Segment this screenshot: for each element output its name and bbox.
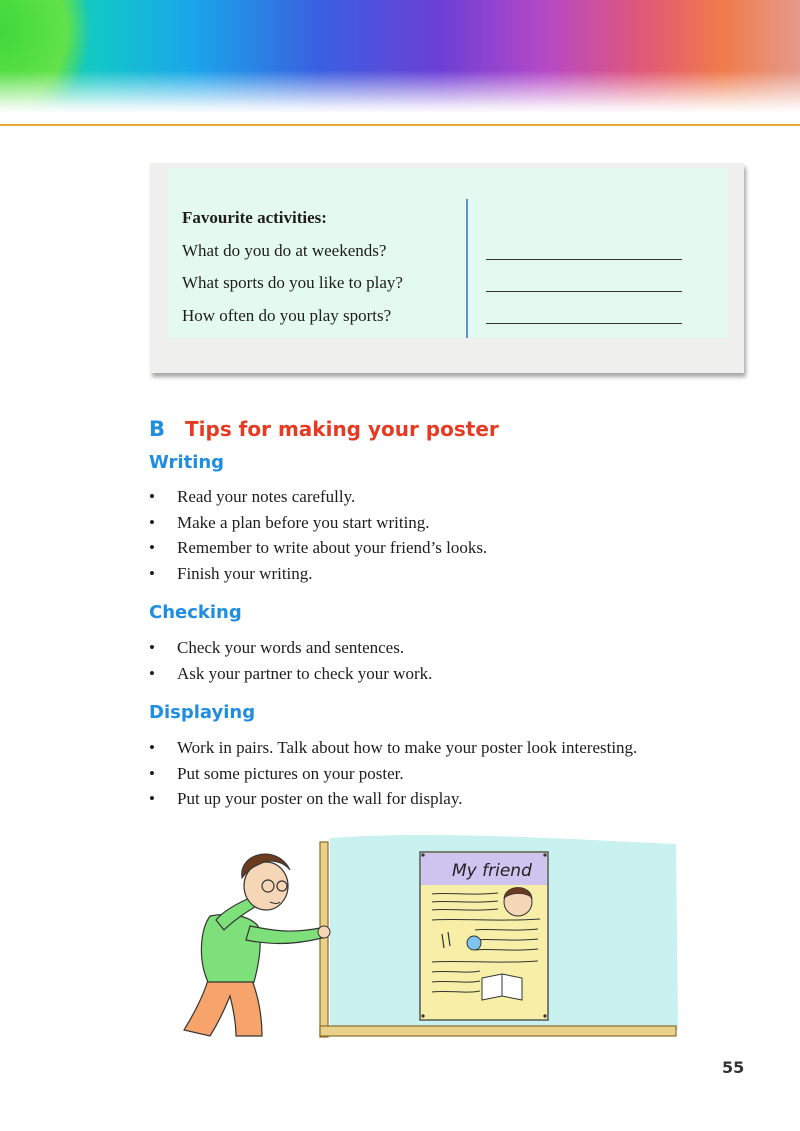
list-item — [149, 561, 487, 587]
list-item-text: Work in pairs. Talk about how to make your poster look interesting. — [177, 738, 638, 757]
bullet: • — [149, 638, 155, 657]
list-item-text: Ask your partner to check your work. — [177, 663, 433, 683]
answer-line-sports[interactable] — [486, 291, 682, 292]
boy-arm — [246, 926, 322, 944]
poster — [420, 852, 548, 1020]
header-rule — [0, 124, 800, 126]
section-letter: B — [149, 417, 166, 441]
bullet: • — [149, 763, 155, 783]
bullet: • — [149, 738, 155, 757]
list-item — [149, 535, 487, 561]
list-item-text: Put up your poster on the wall for display. — [177, 789, 463, 809]
list-item — [149, 735, 637, 761]
bullet: • — [149, 538, 155, 558]
question-how-often: How often do you play sports? — [182, 306, 392, 325]
card-heading: Favourite activities: — [182, 208, 327, 227]
list-item-text: Read your notes carefully. — [177, 487, 356, 506]
page-number: 55 — [722, 1058, 745, 1077]
question-weekends: What do you do at weekends? — [182, 241, 387, 260]
bullet: • — [149, 663, 155, 683]
list-item — [149, 635, 432, 661]
poster-illustration — [180, 830, 680, 1050]
bullet: • — [149, 789, 155, 809]
poster-pin — [543, 1014, 546, 1017]
writing-heading: Writing — [149, 452, 225, 473]
checking-list — [149, 635, 432, 686]
board-frame-left — [320, 842, 328, 1037]
list-item-text: Make a plan before you start writing. — [177, 512, 430, 532]
answer-line-how-often[interactable] — [486, 323, 682, 324]
board-frame-bottom — [320, 1026, 676, 1036]
list-item — [149, 510, 487, 536]
list-item — [149, 761, 637, 787]
list-item-text: Remember to write about your friend’s looks. — [177, 538, 488, 558]
poster-pin — [421, 853, 424, 856]
bullet: • — [149, 487, 155, 506]
poster-ball — [467, 936, 481, 950]
displaying-list — [149, 735, 637, 812]
boy-trousers — [184, 980, 262, 1036]
bullet: • — [149, 564, 155, 584]
list-item-text: Put some pictures on your poster. — [177, 763, 404, 783]
displaying-heading: Displaying — [149, 702, 256, 723]
writing-list — [149, 484, 487, 587]
list-item-text: Check your words and sentences. — [177, 638, 405, 657]
answer-line-weekends[interactable] — [486, 259, 682, 260]
section-title: Tips for making your poster — [185, 417, 499, 441]
list-item — [149, 661, 432, 687]
poster-pin — [543, 853, 546, 856]
question-sports: What sports do you like to play? — [182, 273, 403, 292]
boy-figure — [184, 854, 330, 1036]
poster-title: My friend — [452, 861, 532, 881]
checking-heading: Checking — [149, 602, 242, 623]
list-item — [149, 786, 637, 812]
bullet: • — [149, 512, 155, 532]
list-item-text: Finish your writing. — [177, 564, 313, 584]
header-fade — [0, 70, 800, 114]
poster-pin — [421, 1014, 424, 1017]
list-item — [149, 484, 487, 510]
notes-card-divider — [466, 199, 468, 338]
boy-hand — [318, 926, 330, 938]
